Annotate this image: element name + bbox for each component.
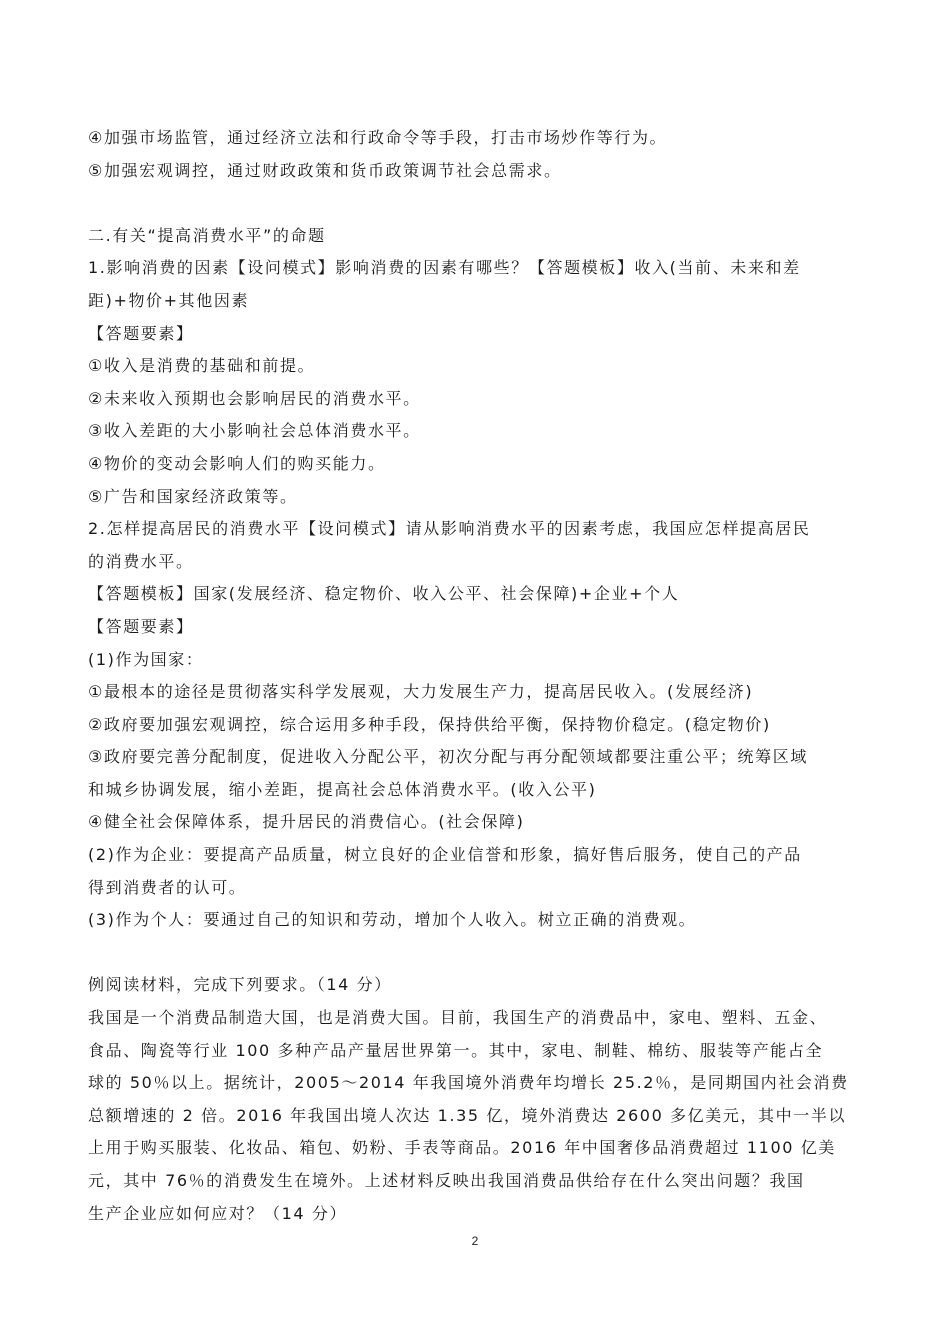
text-line: 食品、陶瓷等行业 100 多种产品产量居世界第一。其中，家电、制鞋、棉纺、服装等产能占全 <box>88 1040 824 1060</box>
text-line: 上用于购买服装、化妆品、箱包、奶粉、手表等商品。2016 年中国奢侈品消费超过 1100 亿美 <box>88 1138 836 1158</box>
text-line: ⑤加强宏观调控，通过财政政策和货币政策调节社会总需求。 <box>88 160 562 180</box>
text-line: ②未来收入预期也会影响居民的消费水平。 <box>88 388 421 408</box>
text-line: 距)+物价+其他因素 <box>88 290 250 310</box>
text-line: 球的 50％以上。据统计，2005～2014 年我国境外消费年均增长 25.2％，是同期国内社会消费 <box>88 1073 849 1093</box>
text-line: ④物价的变动会影响人们的购买能力。 <box>88 453 386 473</box>
text-line: ④健全社会保障体系，提升居民的消费信心。(社会保障) <box>88 812 525 832</box>
blank-line <box>88 187 872 220</box>
text-line: 【答题要素】 <box>88 323 194 343</box>
text-line: ①最根本的途径是贯彻落实科学发展观，大力发展生产力，提高居民收入。(发展经济) <box>88 682 754 702</box>
section-heading: 二.有关“提高消费水平”的命题 <box>88 225 326 245</box>
document-body <box>88 122 872 1230</box>
text-line: 和城乡协调发展，缩小差距，提高社会总体消费水平。(收入公平) <box>88 779 597 799</box>
text-line: (2)作为企业：要提高产品质量，树立良好的企业信誉和形象，搞好售后服务，使自己的产品 <box>88 845 802 865</box>
blank-line <box>88 937 872 970</box>
text-line: ⑤广告和国家经济政策等。 <box>88 486 298 506</box>
example-heading: 例阅读材料，完成下列要求。（14 分） <box>88 975 392 995</box>
text-line: 【答题模板】国家(发展经济、稳定物价、收入公平、社会保障)+企业+个人 <box>88 584 680 604</box>
text-line: ③收入差距的大小影响社会总体消费水平。 <box>88 421 421 441</box>
text-line: ④加强市场监管，通过经济立法和行政命令等手段，打击市场炒作等行为。 <box>88 128 668 147</box>
text-line: (1)作为国家： <box>88 649 204 669</box>
text-line: ①收入是消费的基础和前提。 <box>88 356 316 376</box>
text-line: 【答题要素】 <box>88 616 194 636</box>
text-line: 元，其中 76％的消费发生在境外。上述材料反映出我国消费品供给存在什么突出问题？我国 <box>88 1171 805 1190</box>
text-line: 的消费水平。 <box>88 551 194 571</box>
text-line: 我国是一个消费品制造大国，也是消费大国。目前，我国生产的消费品中，家电、塑料、五金、 <box>88 1008 828 1028</box>
text-line: ③政府要完善分配制度，促进收入分配公平，初次分配与再分配领域都要注重公平；统筹区域 <box>88 747 808 767</box>
text-line: 2.怎样提高居民的消费水平【设问模式】请从影响消费水平的因素考虑，我国应怎样提高居民 <box>88 519 811 539</box>
text-line: 总额增速的 2 倍。2016 年我国出境人次达 1.35 亿，境外消费达 2600 多亿美元，其中一半以 <box>88 1105 847 1125</box>
text-line: 1.影响消费的因素【设问模式】影响消费的因素有哪些？【答题模板】收入(当前、未来和差 <box>88 258 801 278</box>
page-number: 2 <box>471 1234 479 1248</box>
text-line: 生产企业应如何应对？（14 分） <box>88 1203 348 1223</box>
text-line: ②政府要加强宏观调控，综合运用多种手段，保持供给平衡，保持物价稳定。(稳定物价) <box>88 714 771 734</box>
text-line: 得到消费者的认可。 <box>88 877 247 897</box>
text-line: (3)作为个人：要通过自己的知识和劳动，增加个人收入。树立正确的消费观。 <box>88 910 697 930</box>
